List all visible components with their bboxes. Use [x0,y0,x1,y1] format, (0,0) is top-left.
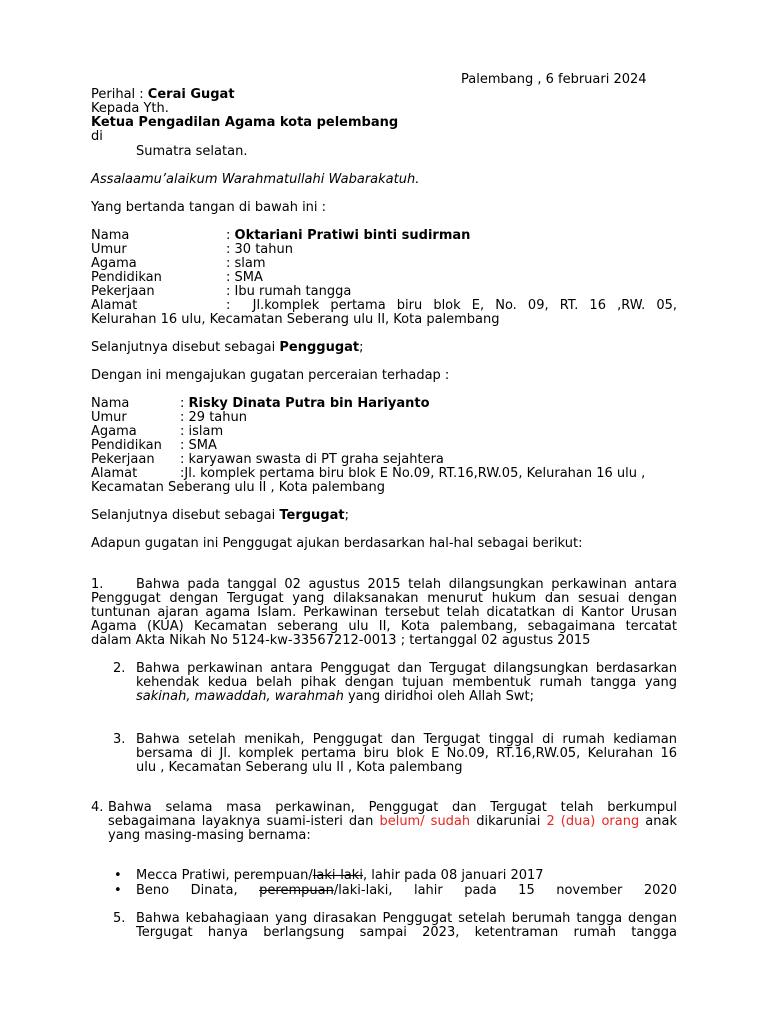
plaintiff-name-label: Nama [91,228,130,243]
subject-line [91,88,235,102]
plaintiff-hereafter: Selanjutnya disebut sebagai Penggugat; [91,340,364,355]
plaintiff-education: : SMA [226,270,263,285]
point-2-line-1: Bahwa perkawinan antara Penggugat dan Tergugat dilangsungkan berdasarkan [136,661,677,676]
plaintiff-job-label: Pekerjaan [91,284,155,299]
point-5-line-1: Bahwa kebahagiaan yang dirasakan Penggugat setelah berumah tangga dengan [136,911,677,926]
plaintiff-education-label: Pendidikan [91,270,162,285]
plaintiff-job: : Ibu rumah tangga [226,284,352,299]
defendant-age-label: Umur [91,410,127,425]
recipient: Ketua Pengadilan Agama kota pelembang [91,115,399,130]
point-3-line-3: ulu , Kecamatan Seberang ulu II , Kota palembang [136,760,463,775]
plaintiff-name: : Oktariani Pratiwi binti sudirman [226,228,471,243]
greeting: Assalaamu’alaikum Warahmatullahi Wabarakatuh. [91,172,420,187]
point-1-line-2: Penggugat dengan Tergugat yang dilaksanakan menurut hukum dan sesuai dengan [91,591,677,606]
point-1-line-5: dalam Akta Nikah No 5124-kw-33567212-0013 ; tertanggal 02 agustus 2015 [91,633,591,648]
point-3-line-1: Bahwa setelah menikah, Penggugat dan Tergugat tinggal di rumah kediaman [136,732,677,747]
point-1-line-1: Bahwa pada tanggal 02 agustus 2015 telah dilangsungkan perkawinan antara [136,577,677,592]
defendant-education-label: Pendidikan [91,438,162,453]
child-2: Beno Dinata, perempuan/laki-laki, lahir pada 15 november 2020 [136,883,677,898]
point-1-line-4: Agama (KUA) Kecamatan seberang ulu II, Kota palembang, sebagaimana tercatat [91,619,677,634]
region-line: Sumatra selatan. [136,144,248,159]
point-5-line-2: Tergugat hanya berlangsung sampai 2023, ketentraman rumah tangga [136,925,677,940]
subject-label: Perihal : [91,87,148,102]
defendant-education: : SMA [180,438,217,453]
claim-intro: Dengan ini mengajukan gugatan perceraian terhadap : [91,368,450,383]
bullet-icon: • [114,868,122,883]
to-line: Kepada Yth. [91,101,169,116]
defendant-job: : karyawan swasta di PT graha sejahtera [180,452,444,467]
point-3-number: 3. [113,732,126,747]
intro: Yang bertanda tangan di bawah ini : [91,200,327,215]
point-2-line-2: kehendak kedua belah pihak dengan tujuan membentuk rumah tangga yang [136,675,677,690]
defendant-age: : 29 tahun [180,410,247,425]
plaintiff-address-cont: Kelurahan 16 ulu, Kecamatan Seberang ulu II, Kota palembang [91,312,500,327]
point-4-number: 4. [91,800,104,815]
plaintiff-age-label: Umur [91,242,127,257]
place-date: Palembang , 6 februari 2024 [461,72,647,87]
defendant-address-label: Alamat [91,466,138,481]
plaintiff-address-label: Alamat [91,298,138,313]
point-4-line-2: sebagaimana layaknya suami-isteri dan belum/ sudah dikaruniai 2 (dua) orang anak [108,814,677,829]
defendant-name-label: Nama [91,396,130,411]
defendant-religion-label: Agama [91,424,137,439]
defendant-hereafter: Selanjutnya disebut sebagai Tergugat; [91,508,349,523]
defendant-address: :Jl. komplek pertama biru blok E No.09, RT.16,RW.05, Kelurahan 16 ulu , [180,466,646,481]
defendant-job-label: Pekerjaan [91,452,155,467]
bullet-icon: • [114,883,122,898]
point-2-line-3: sakinah, mawaddah, warahmah yang diridhoi oleh Allah Swt; [136,689,534,704]
defendant-address-cont: Kecamatan Seberang ulu II , Kota palembang [91,480,386,495]
plaintiff-religion: : slam [226,256,266,271]
point-3-line-2: bersama di Jl. komplek pertama biru blok E No.09, RT.16,RW.05, Kelurahan 16 [136,746,677,761]
child-1: Mecca Pratiwi, perempuan/laki-laki, lahir pada 08 januari 2017 [136,868,544,883]
marriage-status-option: belum/ sudah [379,814,471,829]
point-2-number: 2. [113,661,126,676]
plaintiff-religion-label: Agama [91,256,137,271]
subject-value: Cerai Gugat [147,87,235,102]
children-count: 2 (dua) orang [546,814,640,829]
at-line: di [91,129,103,144]
defendant-religion: : islam [180,424,224,439]
point-1-number: 1. [91,577,104,592]
grounds-intro: Adapun gugatan ini Penggugat ajukan berdasarkan hal-hal sebagai berikut: [91,536,583,551]
defendant-name: : Risky Dinata Putra bin Hariyanto [180,396,430,411]
point-1-line-3: tuntunan ajaran agama Islam. Perkawinan tersebut telah dicatatkan di Kantor Urusan [91,605,677,620]
point-5-number: 5. [113,911,126,926]
plaintiff-address: : Jl.komplek pertama biru blok E, No. 09, RT. 16 ,RW. 05, [226,298,677,313]
plaintiff-age: : 30 tahun [226,242,293,257]
point-4-line-3: yang masing-masing bernama: [108,828,311,843]
point-4-line-1: Bahwa selama masa perkawinan, Penggugat dan Tergugat telah berkumpul [108,800,677,815]
